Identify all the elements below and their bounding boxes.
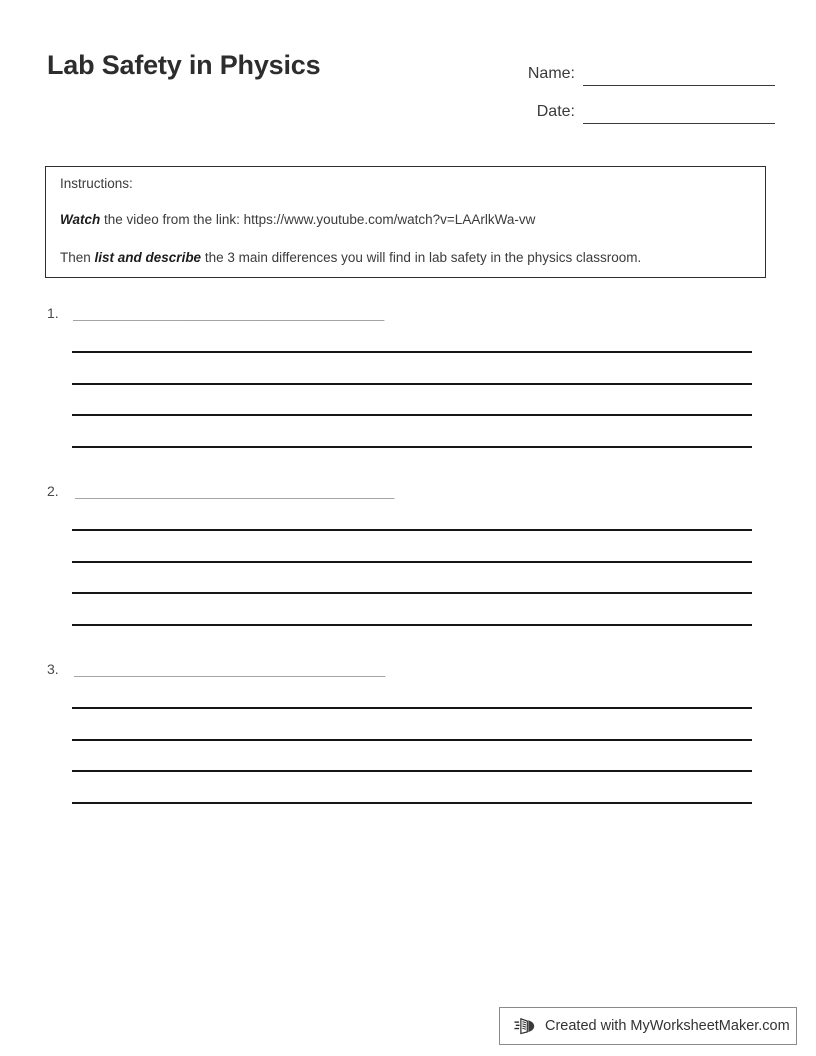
instructions-heading: Instructions: bbox=[60, 176, 133, 191]
answer-3-blank[interactable]: _______________________________________ bbox=[74, 661, 386, 677]
date-label: Date: bbox=[536, 103, 575, 120]
answer-3-number: 3. bbox=[47, 661, 59, 677]
answer-2-blank[interactable]: ________________________________________ bbox=[75, 483, 395, 499]
answer-3-heading-row bbox=[0, 659, 816, 685]
instructions-watch-line bbox=[60, 212, 535, 228]
answer-2-number: 2. bbox=[47, 483, 59, 499]
answer-3-writing-lines[interactable] bbox=[72, 707, 752, 804]
writing-line[interactable] bbox=[72, 351, 752, 353]
worksheet-header bbox=[0, 0, 816, 140]
answer-2-heading-row bbox=[0, 481, 816, 507]
instructions-watch-text: the video from the link: https://www.youtube.com/watch?v=LAArlkWa-vw bbox=[100, 212, 536, 227]
writing-line[interactable] bbox=[72, 529, 752, 531]
writing-line[interactable] bbox=[72, 707, 752, 709]
instructions-task-text: the 3 main differences you will find in lab safety in the physics classroom. bbox=[201, 250, 642, 265]
name-row bbox=[490, 48, 775, 86]
name-input-line[interactable] bbox=[583, 63, 775, 86]
writing-line[interactable] bbox=[72, 802, 752, 804]
page-title: Lab Safety in Physics bbox=[47, 50, 321, 80]
writing-line[interactable] bbox=[72, 414, 752, 416]
date-input-line[interactable] bbox=[583, 101, 775, 124]
answer-1-blank[interactable]: _______________________________________ bbox=[73, 305, 385, 321]
answer-1-writing-lines[interactable] bbox=[72, 351, 752, 448]
answer-2-writing-lines[interactable] bbox=[72, 529, 752, 626]
date-row bbox=[490, 86, 775, 124]
name-label: Name: bbox=[527, 65, 575, 82]
writing-line[interactable] bbox=[72, 592, 752, 594]
writing-line[interactable] bbox=[72, 624, 752, 626]
instructions-box bbox=[45, 166, 766, 278]
answer-block-2 bbox=[0, 481, 816, 507]
writing-line[interactable] bbox=[72, 383, 752, 385]
footer-attribution-badge[interactable] bbox=[499, 1007, 797, 1045]
instructions-task-prefix: Then bbox=[60, 250, 95, 265]
answer-block-3 bbox=[0, 659, 816, 685]
writing-line[interactable] bbox=[72, 446, 752, 448]
footer-attribution-text: Created with MyWorksheetMaker.com bbox=[545, 1018, 790, 1034]
instructions-task-emphasis: list and describe bbox=[94, 250, 202, 265]
writing-line[interactable] bbox=[72, 770, 752, 772]
answer-1-number: 1. bbox=[47, 305, 59, 321]
writing-line[interactable] bbox=[72, 561, 752, 563]
instructions-task-line bbox=[60, 250, 641, 266]
instructions-watch-emphasis: Watch bbox=[60, 212, 101, 227]
name-date-group bbox=[490, 48, 775, 124]
worksheet-maker-logo-icon bbox=[514, 1015, 536, 1037]
answer-block-1 bbox=[0, 303, 816, 329]
answer-1-heading-row bbox=[0, 303, 816, 329]
writing-line[interactable] bbox=[72, 739, 752, 741]
